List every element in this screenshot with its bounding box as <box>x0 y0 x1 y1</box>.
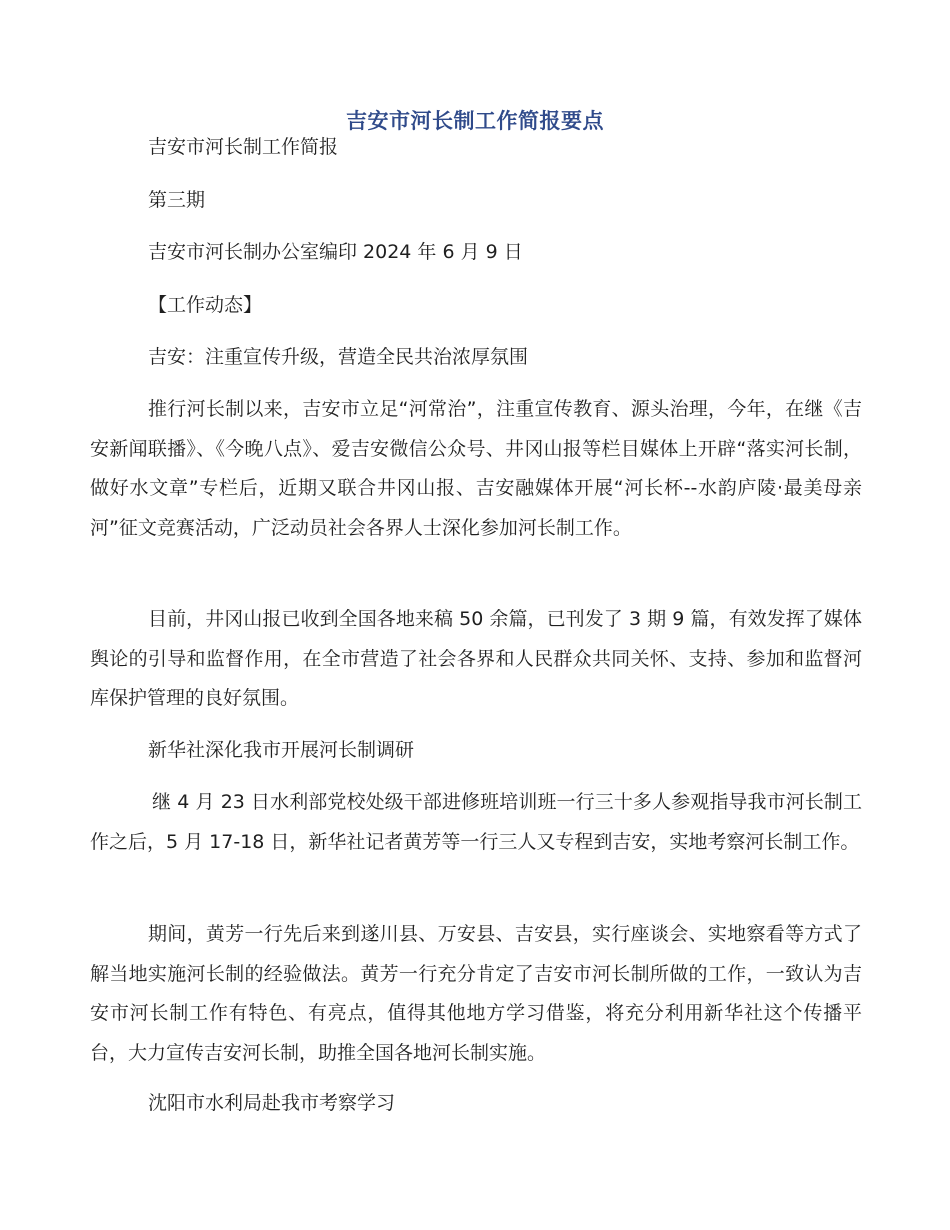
bulletin-name: 吉安市河长制工作简报 <box>148 136 339 158</box>
document-title: 吉安市河长制工作简报要点 <box>346 109 604 133</box>
item1-paragraph-1: 推行河长制以来，吉安市立足“河常治”，注重宣传教育、源头治理，今年，在继《吉安新闻联播》、《今晚八点》、爱吉安微信公众号、井冈山报等栏目媒体上开辟“落实河长制，做好水文章”专栏后，近期又联合井冈山报、吉安融媒体开展“河长杯--水韵庐陵·最美母亲河”征文竞赛活动，广泛动员社会各界人士深化参加河长制工作。 <box>90 398 862 539</box>
item2-paragraph-1: 继 4 月 23 日水利部党校处级干部进修班培训班一行三十多人参观指导我市河长制工作之后，5 月 17-18 日，新华社记者黄芳等一行三人又专程到吉安，实地考察河长制工作。 <box>90 791 862 853</box>
item1-heading: 吉安：注重宣传升级，营造全民共治浓厚氛围 <box>148 346 529 368</box>
publisher-date: 吉安市河长制办公室编印 2024 年 6 月 9 日 <box>148 241 523 263</box>
item2-heading: 新华社深化我市开展河长制调研 <box>148 739 415 761</box>
item1-paragraph-2: 目前，井冈山报已收到全国各地来稿 50 余篇，已刊发了 3 期 9 篇，有效发挥了媒体舆论的引导和监督作用，在全市营造了社会各界和人民群众共同关怀、支持、参加和监督河库保护管理的良好氛围。 <box>90 608 862 709</box>
item2-paragraph-2: 期间，黄芳一行先后来到遂川县、万安县、吉安县，实行座谈会、实地察看等方式了解当地实施河长制的经验做法。黄芳一行充分肯定了吉安市河长制所做的工作，一致认为吉安市河长制工作有特色、有亮点，值得其他地方学习借鉴，将充分利用新华社这个传播平台，大力宣传吉安河长制，助推全国各地河长制实施。 <box>90 923 862 1064</box>
issue-number: 第三期 <box>148 189 206 211</box>
item3-heading: 沈阳市水利局赴我市考察学习 <box>148 1092 396 1114</box>
section-label: 【工作动态】 <box>148 294 263 316</box>
